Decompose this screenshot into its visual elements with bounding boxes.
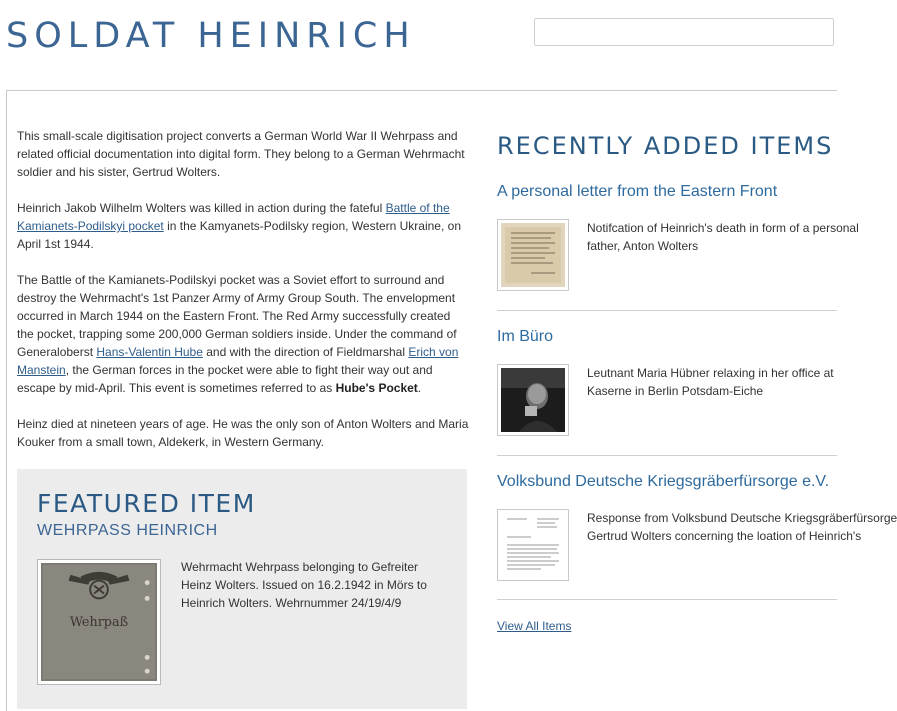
intro-text-span: Heinrich Jakob Wilhelm Wolters was killed in action during the fateful [17, 201, 386, 215]
recent-item-description-line: father, Anton Wolters [587, 239, 699, 253]
intro-text-span: The Battle of the Kamianets-Podilskyi pocket was a Soviet effort to surround and destroy the Wehrmacht's 1st Panzer Army of Army Group South. The envelopment occurred in March 1944 on the Eastern Front. The Red Army successfully created the pocket, trapping some 200,000 German soldiers inside. Under the command of Generaloberst [17, 273, 457, 359]
intro-paragraph-3 [17, 271, 469, 397]
recent-item-thumbnail[interactable] [497, 219, 569, 291]
recent-items-heading: RECENTLY ADDED ITEMS [497, 132, 834, 160]
recent-item-title[interactable]: Volksbund Deutsche Kriegsgräberfürsorge e.V. [497, 473, 830, 490]
hube-link[interactable]: Hans-Valentin Hube [96, 345, 203, 359]
manstein-link[interactable]: Erich von Manstein [17, 345, 459, 377]
intro-text-span: . [417, 381, 422, 395]
document-thumbnail-image [501, 513, 565, 577]
featured-item-panel [17, 469, 467, 709]
recent-item-description-line: Notifcation of Heinrich's death in form of a personal [587, 221, 859, 235]
recent-item-description-line: Gertrud Wolters concerning the loation of Heinrich's [587, 529, 862, 543]
intro-text-span: and with the direction of Fieldmarshal [202, 345, 409, 359]
hubes-pocket-bold: Hube's Pocket [335, 381, 418, 395]
intro-text [17, 127, 469, 469]
recent-item-title[interactable]: Im Büro [497, 328, 554, 345]
recent-item-description-line: Leutnant Maria Hübner relaxing in her office at [587, 366, 834, 380]
site-title[interactable]: SOLDAT HEINRICH [6, 16, 416, 56]
recent-item-thumbnail[interactable] [497, 509, 569, 581]
intro-paragraph-2 [17, 199, 469, 253]
item-divider [497, 599, 837, 600]
recent-item-thumbnail[interactable] [497, 364, 569, 436]
recent-item-description [587, 219, 859, 255]
photo-thumbnail-image [501, 368, 565, 432]
featured-item-title[interactable]: WEHRPASS HEINRICH [37, 522, 218, 539]
intro-text-span: in the Kamyanets-Podilsky region, Western Ukraine, on April 1st 1944. [17, 219, 461, 251]
intro-text-span: , the German forces in the pocket were able to fight their way out and escape by mid-April. This event is sometimes referred to as [17, 363, 433, 395]
recent-item-description [587, 509, 897, 545]
featured-heading: FEATURED ITEM [37, 489, 256, 518]
featured-item-description: Wehrmacht Wehrpass belonging to Gefreiter Heinz Wolters. Issued on 16.2.1942 in Mörs to Heinrich Wolters. Wehrnummer 24/19/4/9 [181, 560, 427, 610]
cover-text: Wehrpaß [69, 614, 129, 630]
letter-thumbnail-image [501, 223, 565, 287]
featured-item-thumbnail[interactable] [37, 559, 161, 685]
recent-item-description-line: Response from Volksbund Deutsche Kriegsgräberfürsorge [587, 511, 897, 525]
search-input[interactable] [534, 18, 834, 46]
recent-item-description [587, 364, 837, 400]
recent-item-title[interactable]: A personal letter from the Eastern Front [497, 183, 778, 200]
recent-item-description-line: Kaserne in Berlin Potsdam-Eiche [587, 384, 764, 398]
view-all-items-link[interactable]: View All Items [497, 619, 572, 633]
intro-paragraph-1: This small-scale digitisation project converts a German World War II Wehrpass and related official documentation into digital form. They belong to a German Wehrmacht soldier and his sister, Gertrud Wolters. [17, 129, 465, 179]
battle-link[interactable]: Battle of the Kamianets-Podilskyi pocket [17, 201, 450, 233]
item-divider [497, 310, 837, 311]
item-divider [497, 455, 837, 456]
intro-paragraph-4: Heinz died at nineteen years of age. He was the only son of Anton Wolters and Maria Kouker from a small town, Aldekerk, in Western Germany. [17, 417, 469, 449]
wehrpass-cover-image [41, 563, 157, 681]
